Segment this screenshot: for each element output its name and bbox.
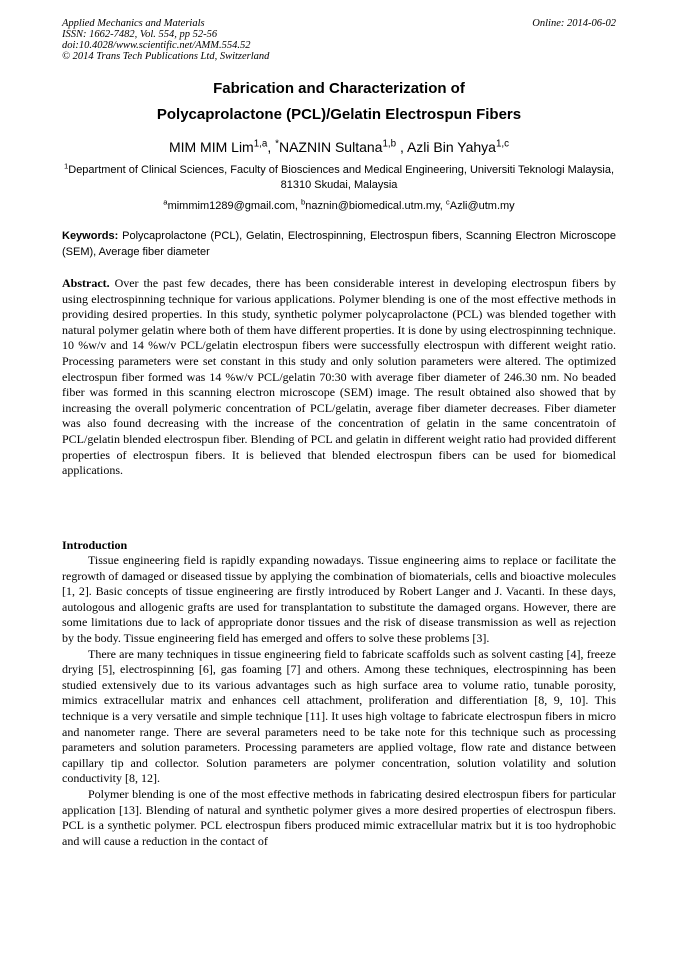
affiliation <box>62 163 616 193</box>
author-superscript: 1,a <box>253 138 268 150</box>
keywords-text: Polycaprolactone (PCL), Gelatin, Electrospinning, Electrospun fibers, Scanning Electron Microscope (SEM), Average fiber diameter <box>62 230 616 258</box>
title-line-1: Fabrication and Characterization of <box>213 80 465 97</box>
author-name: Azli Bin Yahya <box>406 139 496 155</box>
abstract-block <box>62 276 616 479</box>
online-date: Online: 2014-06-02 <box>532 18 616 29</box>
email-superscript: a <box>163 197 168 207</box>
email-address: naznin@biomedical.utm.my <box>305 200 440 212</box>
email-superscript: b <box>301 197 306 207</box>
affiliation-superscript: 1 <box>63 161 69 171</box>
paragraph: Polymer blending is one of the most effective methods in fabricating desired electrospun fibers for particular application [13]. Blending of natural and synthetic polymer gives a more desired properties of electrospun fibers. PCL is a synthetic polymer. PCL electrospun fibers produced mimic extracellular matrix but it is too hydrophobic and will cause a reduction in the contact of <box>62 786 616 848</box>
keywords-label: Keywords: <box>62 230 119 242</box>
paragraph: Tissue engineering field is rapidly expanding nowadays. Tissue engineering aims to replace or facilitate the regrowth of damaged or diseased tissue by applying the combination of biomaterials, cells and bioactive molecules [1, 2]. Basic concepts of tissue engineering are firstly introduced by Robert Langer and J. Vacanti. In these days, autologous and allogenic grafts are used for transplantation to substitute the damaged organs. However, there are some limitations due to lack of appropriate donor tissues and the risk of disease transmission as well as rejection by the body. Tissue engineering field has emerged and offers to solve these problems [3]. <box>62 553 616 645</box>
author-name: NAZNIN Sultana <box>278 139 383 155</box>
copyright-line: © 2014 Trans Tech Publications Ltd, Switzerland <box>62 51 270 62</box>
corresponding-mark: * <box>275 138 279 150</box>
publication-info <box>62 18 269 62</box>
abstract-label: Abstract. <box>62 276 110 290</box>
affiliation-text: Department of Clinical Sciences, Faculty of Biosciences and Medical Engineering, Universiti Teknologi Malaysia, 81310 Skudai, Malaysia <box>68 164 615 191</box>
email-superscript: c <box>445 197 450 207</box>
author-list: MIM MIM Lim$^{1,a}$, *NAZNIN Sultana$^{1,b}$ , Azli Bin Yahya$^{1,c}$ <box>168 138 510 155</box>
author-superscript: 1,c <box>495 138 510 150</box>
doi-line: doi:10.4028/www.scientific.net/AMM.554.52 <box>62 40 251 51</box>
paragraph: There are many techniques in tissue engineering field to fabricate scaffolds such as solvent casting [4], freeze drying [5], electrospinning [6], gas foaming [7] and others. Among these techniques, electrospinning has been studied extensively due to its various advantages such as high surface area to volume ratio, tunable porosity, mimics extracellular matrix and enhances cell attachment, proliferation and differentiation [8, 9, 10]. This technique is a very versatile and simple technique [11]. It uses high voltage to fabricate electrospun fibers in micro and nanometer range. There are several parameters need to be take note for this technique such as processing parameters and solution parameters. Processing parameters are applied voltage, flow rate and distance between capillary tip and collector. Solution parameters are polymer concentration, solution volatility and solution conductivity [8, 12]. <box>62 646 616 786</box>
paper-title <box>62 76 616 128</box>
title-line-2: Polycaprolactone (PCL)/Gelatin Electrospun Fibers <box>156 106 522 123</box>
introduction-heading: Introduction <box>62 538 128 552</box>
author-superscript: 1,b <box>382 138 397 150</box>
abstract-text: Over the past few decades, there has been considerable interest in developing electrospun fibers by using electrospinning technique for various applications. Polymer blending is one of the most effective methods in providing desired properties. In this study, synthetic polymer polycaprolactone (PCL) was blended together with natural polymer gelatin where both of them have different properties. It is done by using electrospinning technique. 10 %w/v and 14 %w/v PCL/gelatin electrospun fibers were successfully electrospun with different weight ratio. Processing parameters were set constant in this study and only solution parameters were altered. The optimized electrospun fiber formed was 14 %w/v PCL/gelatin 70:30 with average fiber diameter of 246.30 nm. No beaded fiber was formed in this scanning electron microscope (SEM) image. The result obtained also showed that by increasing the overall polymeric concentration of PCL/gelatin, average fiber diameter decreases. Fiber diameter was also found decreasing with the increase of the concentration of gelatin in the same concentratoin of PCL/gelatin blended electrospun fiber. Blending of PCL and gelatin in different weight ratio had provided different properties of electrospun fibers. It is believed that blended electrospun fibers can be used for biomedical applications. <box>62 276 616 478</box>
keywords-block <box>62 229 616 260</box>
issn-line: ISSN: 1662-7482, Vol. 554, pp 52-56 <box>62 29 218 40</box>
author-emails: $^a$mimmim1289@gmail.com, $^b$naznin@biomedical.utm.my, $^c$Azli@utm.my <box>163 197 515 212</box>
journal-name: Applied Mechanics and Materials <box>62 18 205 29</box>
author-name: MIM MIM Lim <box>168 139 254 155</box>
introduction-body <box>62 553 616 849</box>
email-address: mimmim1289@gmail.com <box>167 200 295 212</box>
email-address: Azli@utm.my <box>449 200 515 212</box>
